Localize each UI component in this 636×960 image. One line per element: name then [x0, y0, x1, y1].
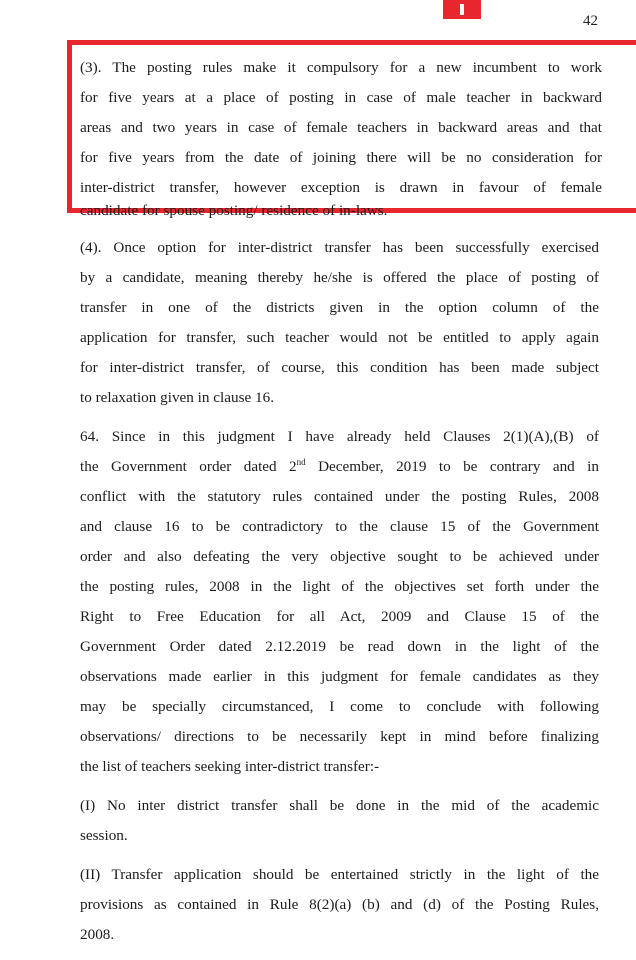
page-number: 42: [583, 13, 598, 29]
paragraph-line: (I) No inter district transfer shall be done in the mid of the academic: [80, 797, 599, 814]
paragraph-line: 2008.: [80, 926, 115, 943]
marker-notch: [460, 4, 464, 15]
line-text: December, 2019 to be contrary and in: [305, 458, 599, 475]
paragraph-line: by a candidate, meaning thereby he/she is offered the place of posting of: [80, 269, 599, 286]
paragraph-line: (3). The posting rules make it compulsory for a new incumbent to work: [80, 59, 602, 76]
paragraph-line: observations/ directions to be necessarily kept in mind before finalizing: [80, 728, 599, 745]
paragraph-line: 64. Since in this judgment I have already held Clauses 2(1)(A),(B) of: [80, 428, 599, 445]
highlighted-paragraph-box: [67, 40, 636, 219]
paragraph-line: for five years at a place of posting in case of male teacher in backward: [80, 89, 602, 106]
paragraph-line: [80, 452, 599, 482]
paragraph-line-cut: candidate for spouse posting/ residence of in-laws.: [80, 202, 388, 219]
paragraph-line: may be specially circumstanced, I come to conclude with following: [80, 698, 599, 715]
paragraph-line: session.: [80, 827, 128, 844]
paragraph-3: [80, 53, 602, 203]
direction-1: [80, 791, 599, 851]
line-text: relaxation given in clause 16.: [95, 389, 275, 406]
ordinal-superscript: nd: [296, 456, 306, 467]
direction-2: [80, 860, 599, 950]
paragraph-line: application for transfer, such teacher would not be entitled to apply again: [80, 329, 599, 346]
paragraph-line: for five years from the date of joining there will be no consideration for: [80, 149, 602, 166]
line-text: the Government order dated 2: [80, 458, 297, 475]
paragraph-line: the posting rules, 2008 in the light of the objectives set forth under the: [80, 578, 599, 595]
paragraph-line: (4). Once option for inter-district transfer has been successfully exercised: [80, 239, 599, 256]
paragraph-line: order and also defeating the very objective sought to be achieved under: [80, 548, 599, 565]
paragraph-line: provisions as contained in Rule 8(2)(a) (b) and (d) of the Posting Rules,: [80, 896, 599, 913]
red-marker-tab: [443, 0, 481, 19]
paragraph-line: and clause 16 to be contradictory to the clause 15 of the Government: [80, 518, 599, 535]
paragraph-line: (II) Transfer application should be entertained strictly in the light of the: [80, 866, 599, 883]
paragraph-line: observations made earlier in this judgment for female candidates as they: [80, 668, 599, 685]
paragraph-line: [80, 383, 599, 413]
paragraph-line: inter-district transfer, however exception is drawn in favour of female: [80, 179, 602, 196]
line-prefix: to: [80, 389, 96, 406]
paragraph-line: Right to Free Education for all Act, 2009 and Clause 15 of the: [80, 608, 599, 625]
paragraph-line: the list of teachers seeking inter-district transfer:-: [80, 758, 380, 775]
paragraph-line: transfer in one of the districts given in the option column of the: [80, 299, 599, 316]
paragraph-line: conflict with the statutory rules contained under the posting Rules, 2008: [80, 488, 599, 505]
paragraph-line: areas and two years in case of female teachers in backward areas and that: [80, 119, 602, 136]
paragraph-line: Government Order dated 2.12.2019 be read down in the light of the: [80, 638, 599, 655]
paragraph-64: [80, 422, 599, 782]
paragraph-4: [80, 233, 599, 413]
paragraph-line: for inter-district transfer, of course, this condition has been made subject: [80, 359, 599, 376]
